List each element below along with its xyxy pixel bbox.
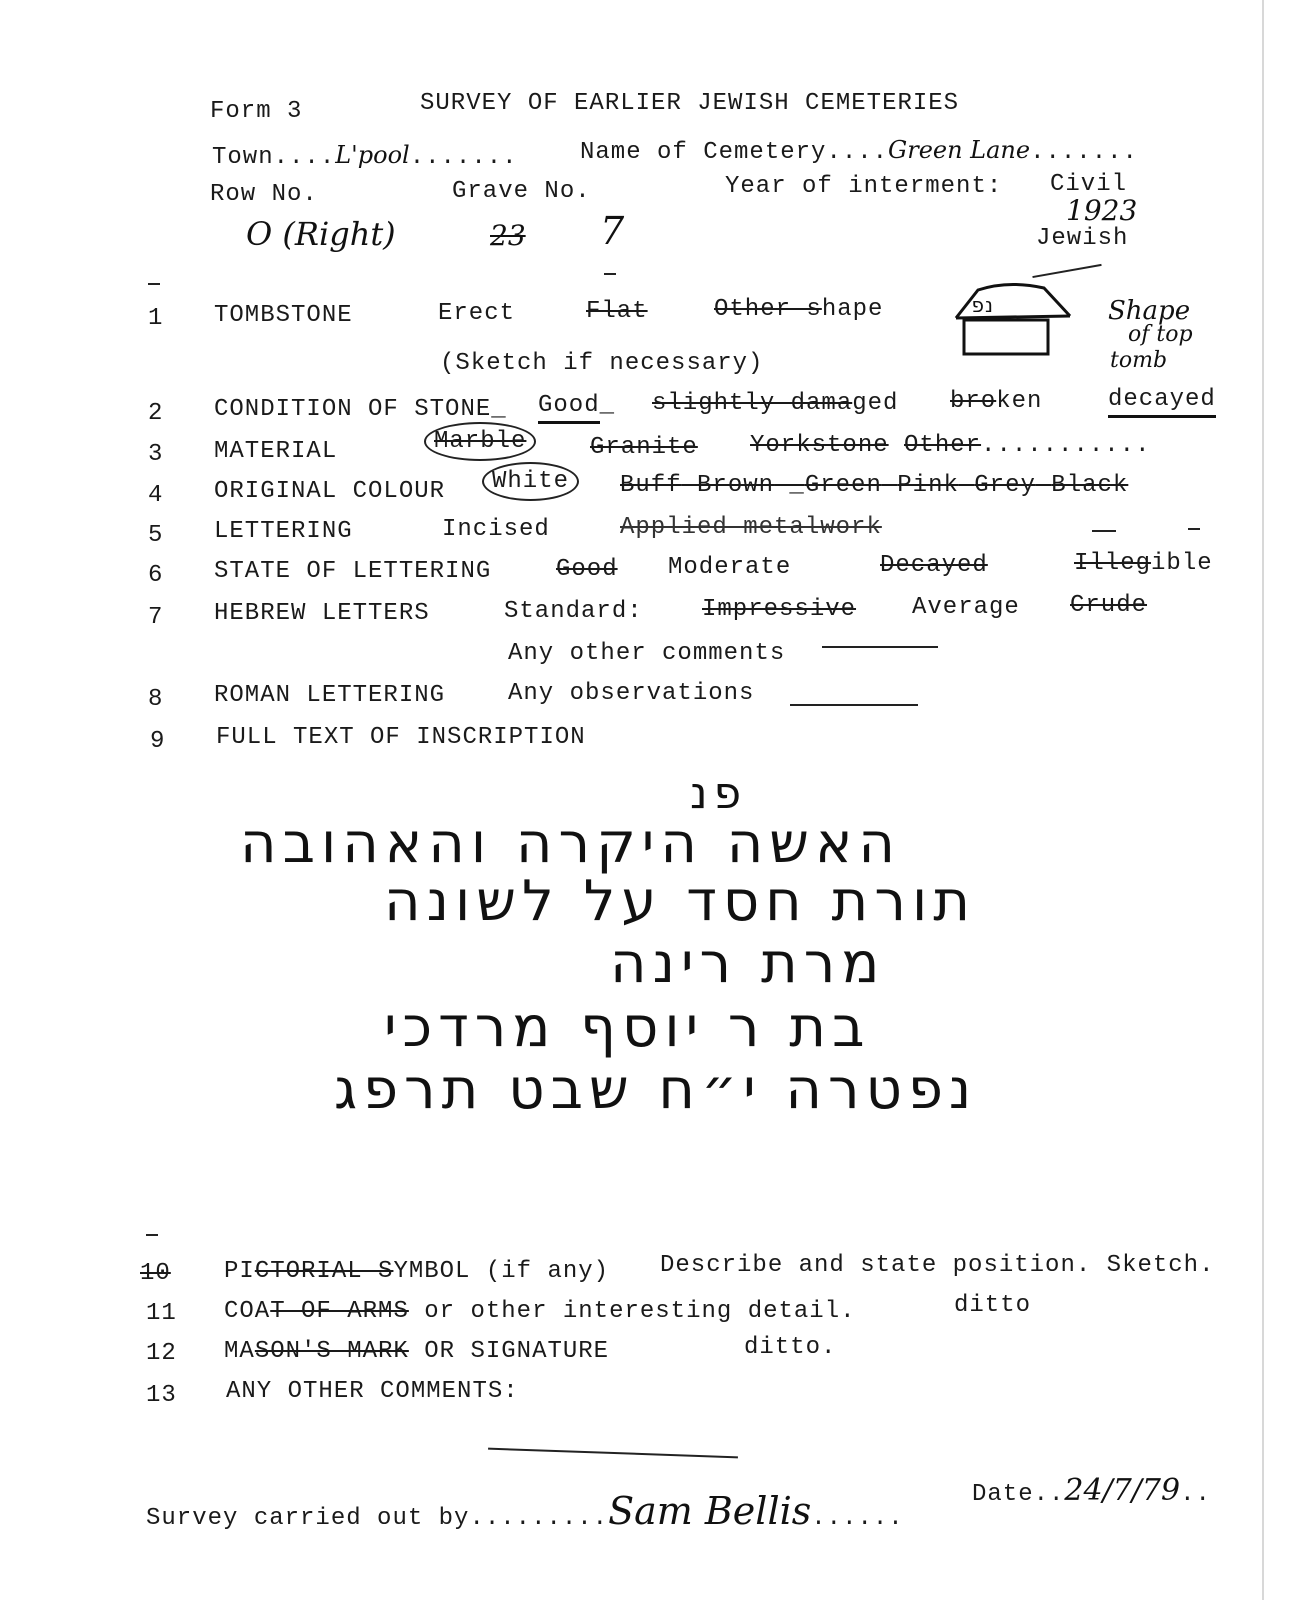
hand-note-tomb: tomb xyxy=(1110,348,1168,373)
grave-value-crossed: 23 xyxy=(490,219,526,252)
material-opt-marble: Marble xyxy=(424,430,536,454)
town-value: L'pool xyxy=(335,141,410,169)
item-number: 4 xyxy=(148,482,164,509)
item-label-mason-mark: MASON'S MARK OR SIGNATURE xyxy=(224,1338,610,1365)
item-label-lettering: LETTERING xyxy=(214,518,353,545)
condition-opt-good: Good_ xyxy=(538,394,615,418)
item-label-tombstone: TOMBSTONE xyxy=(214,302,353,329)
colour-opt-others: Buff Brown _Green Pink Grey Black xyxy=(620,472,1129,499)
item-number: 10 xyxy=(140,1260,171,1287)
material-opt-yorkstone: Yorkstone Other........... xyxy=(750,432,1151,459)
state-opt-good: Good xyxy=(556,556,618,583)
item-number: 7 xyxy=(148,604,164,631)
inscription-line-3: תורת חסד על לשונה xyxy=(384,869,977,934)
material-opt-granite: Granite xyxy=(590,434,698,461)
item-number: 11 xyxy=(146,1300,177,1327)
form-label: Form 3 xyxy=(210,98,303,125)
hebrew-comments-line xyxy=(822,646,938,648)
date-value: 24/7/79 xyxy=(1064,1473,1181,1508)
item-label-roman: ROMAN LETTERING xyxy=(214,682,446,709)
inscription-line-6: נפטרה י״ח שבט תרפג xyxy=(334,1057,978,1122)
item-label-pictorial: PICTORIAL SYMBOL (if any) xyxy=(224,1258,610,1285)
lettering-opt-applied: Applied metalwork xyxy=(620,514,882,541)
item-number: 2 xyxy=(148,400,164,427)
condition-opt-slightly-damaged: slightly damaged xyxy=(652,390,899,417)
item-number: 6 xyxy=(148,562,164,589)
roman-observations-label: Any observations xyxy=(508,680,755,707)
inscription-line-4: מרת רינה xyxy=(610,931,886,996)
year-label: Year of interment: xyxy=(725,173,1003,200)
lettering-opt-incised: Incised xyxy=(442,516,550,543)
hebrew-opt-crude: Crude xyxy=(1070,592,1148,619)
item-label-material: MATERIAL xyxy=(214,438,338,465)
dash-mark xyxy=(604,273,616,275)
state-opt-illegible: Illegible xyxy=(1074,550,1213,577)
mason-mark-note: ditto. xyxy=(744,1334,837,1361)
hand-note-of-top: of top xyxy=(1128,322,1193,347)
item-label-condition: CONDITION OF STONE_ xyxy=(214,396,507,423)
page-edge xyxy=(1262,0,1264,1600)
cemetery-field: Name of Cemetery....Green Lane....... xyxy=(580,136,1138,166)
item-label-hebrew: HEBREW LETTERS xyxy=(214,600,430,627)
dash-mark xyxy=(146,1234,158,1236)
coat-of-arms-note: ditto xyxy=(954,1292,1032,1319)
grave-value: 7 xyxy=(600,209,625,253)
sketch-note: (Sketch if necessary) xyxy=(440,350,764,377)
year-jewish-label: Jewish xyxy=(1036,225,1129,252)
form-title: SURVEY OF EARLIER JEWISH CEMETERIES xyxy=(420,90,960,117)
dash-mark xyxy=(1092,530,1116,532)
dash-mark xyxy=(148,283,160,285)
hebrew-opt-impressive: Impressive xyxy=(702,596,857,623)
grave-label: Grave No. xyxy=(452,178,591,205)
year-civil-value: 1923 xyxy=(1066,194,1138,227)
condition-opt-decayed: decayed xyxy=(1108,388,1216,412)
town-field: Town....L'pool....... xyxy=(212,141,518,171)
item-number: 5 xyxy=(148,522,164,549)
item-number: 1 xyxy=(148,305,164,332)
town-label: Town xyxy=(212,144,274,171)
sketch-letters: נפ xyxy=(971,293,994,317)
item-number: 8 xyxy=(148,686,164,713)
item-label-coat-of-arms: COAT OF ARMS or other interesting detail. xyxy=(224,1298,856,1325)
surveyor-field: Survey carried out by.........Sam Bellis...... xyxy=(146,1489,904,1533)
year-civil-label: Civil xyxy=(1050,171,1128,198)
tombstone-opt-other: Other shape xyxy=(714,296,884,323)
hebrew-comments-label: Any other comments xyxy=(508,640,786,667)
cemetery-value: Green Lane xyxy=(888,136,1031,164)
hand-note-shape: Shape xyxy=(1108,296,1191,326)
pictorial-note: Describe and state position. Sketch. xyxy=(660,1252,1215,1279)
dash-mark xyxy=(1188,528,1200,530)
surveyor-label: Survey carried out by xyxy=(146,1505,470,1532)
tombstone-opt-other-struck: Other s xyxy=(714,296,822,323)
inscription-line-2: האשה היקרה והאהובה xyxy=(240,811,901,876)
condition-opt-broken: broken xyxy=(950,388,1043,415)
cemetery-label: Name of Cemetery xyxy=(580,139,827,166)
date-label: Date xyxy=(972,1481,1034,1508)
tombstone-opt-flat: Flat xyxy=(586,298,648,325)
surveyor-signature: Sam Bellis xyxy=(608,1489,812,1533)
item-number: 13 xyxy=(146,1382,177,1409)
item-label-inscription: FULL TEXT OF INSCRIPTION xyxy=(216,724,586,751)
item-number: 3 xyxy=(148,441,164,468)
inscription-line-5: בת ר יוסף מרדכי xyxy=(384,995,871,1060)
hebrew-opt-standard: Standard: xyxy=(504,598,643,625)
item-label-other-comments: ANY OTHER COMMENTS: xyxy=(226,1378,519,1405)
state-opt-decayed: Decayed xyxy=(880,552,988,579)
item-number: 9 xyxy=(150,728,166,755)
signature-stroke xyxy=(488,1448,738,1459)
item-number: 12 xyxy=(146,1340,177,1367)
item-label-colour: ORIGINAL COLOUR xyxy=(214,478,446,505)
date-field: Date..24/7/79.. xyxy=(972,1473,1211,1508)
state-opt-moderate: Moderate xyxy=(668,554,792,581)
row-label: Row No. xyxy=(210,181,318,208)
inscription-line-1: פנ xyxy=(690,768,748,819)
row-value: O (Right) xyxy=(246,215,396,253)
tombstone-opt-erect: Erect xyxy=(438,300,516,327)
tombstone-sketch xyxy=(948,276,1098,360)
hebrew-opt-average: Average xyxy=(912,594,1020,621)
roman-observations-line xyxy=(790,704,918,706)
colour-opt-white: White xyxy=(482,470,579,494)
item-label-state-lettering: STATE OF LETTERING xyxy=(214,558,492,585)
